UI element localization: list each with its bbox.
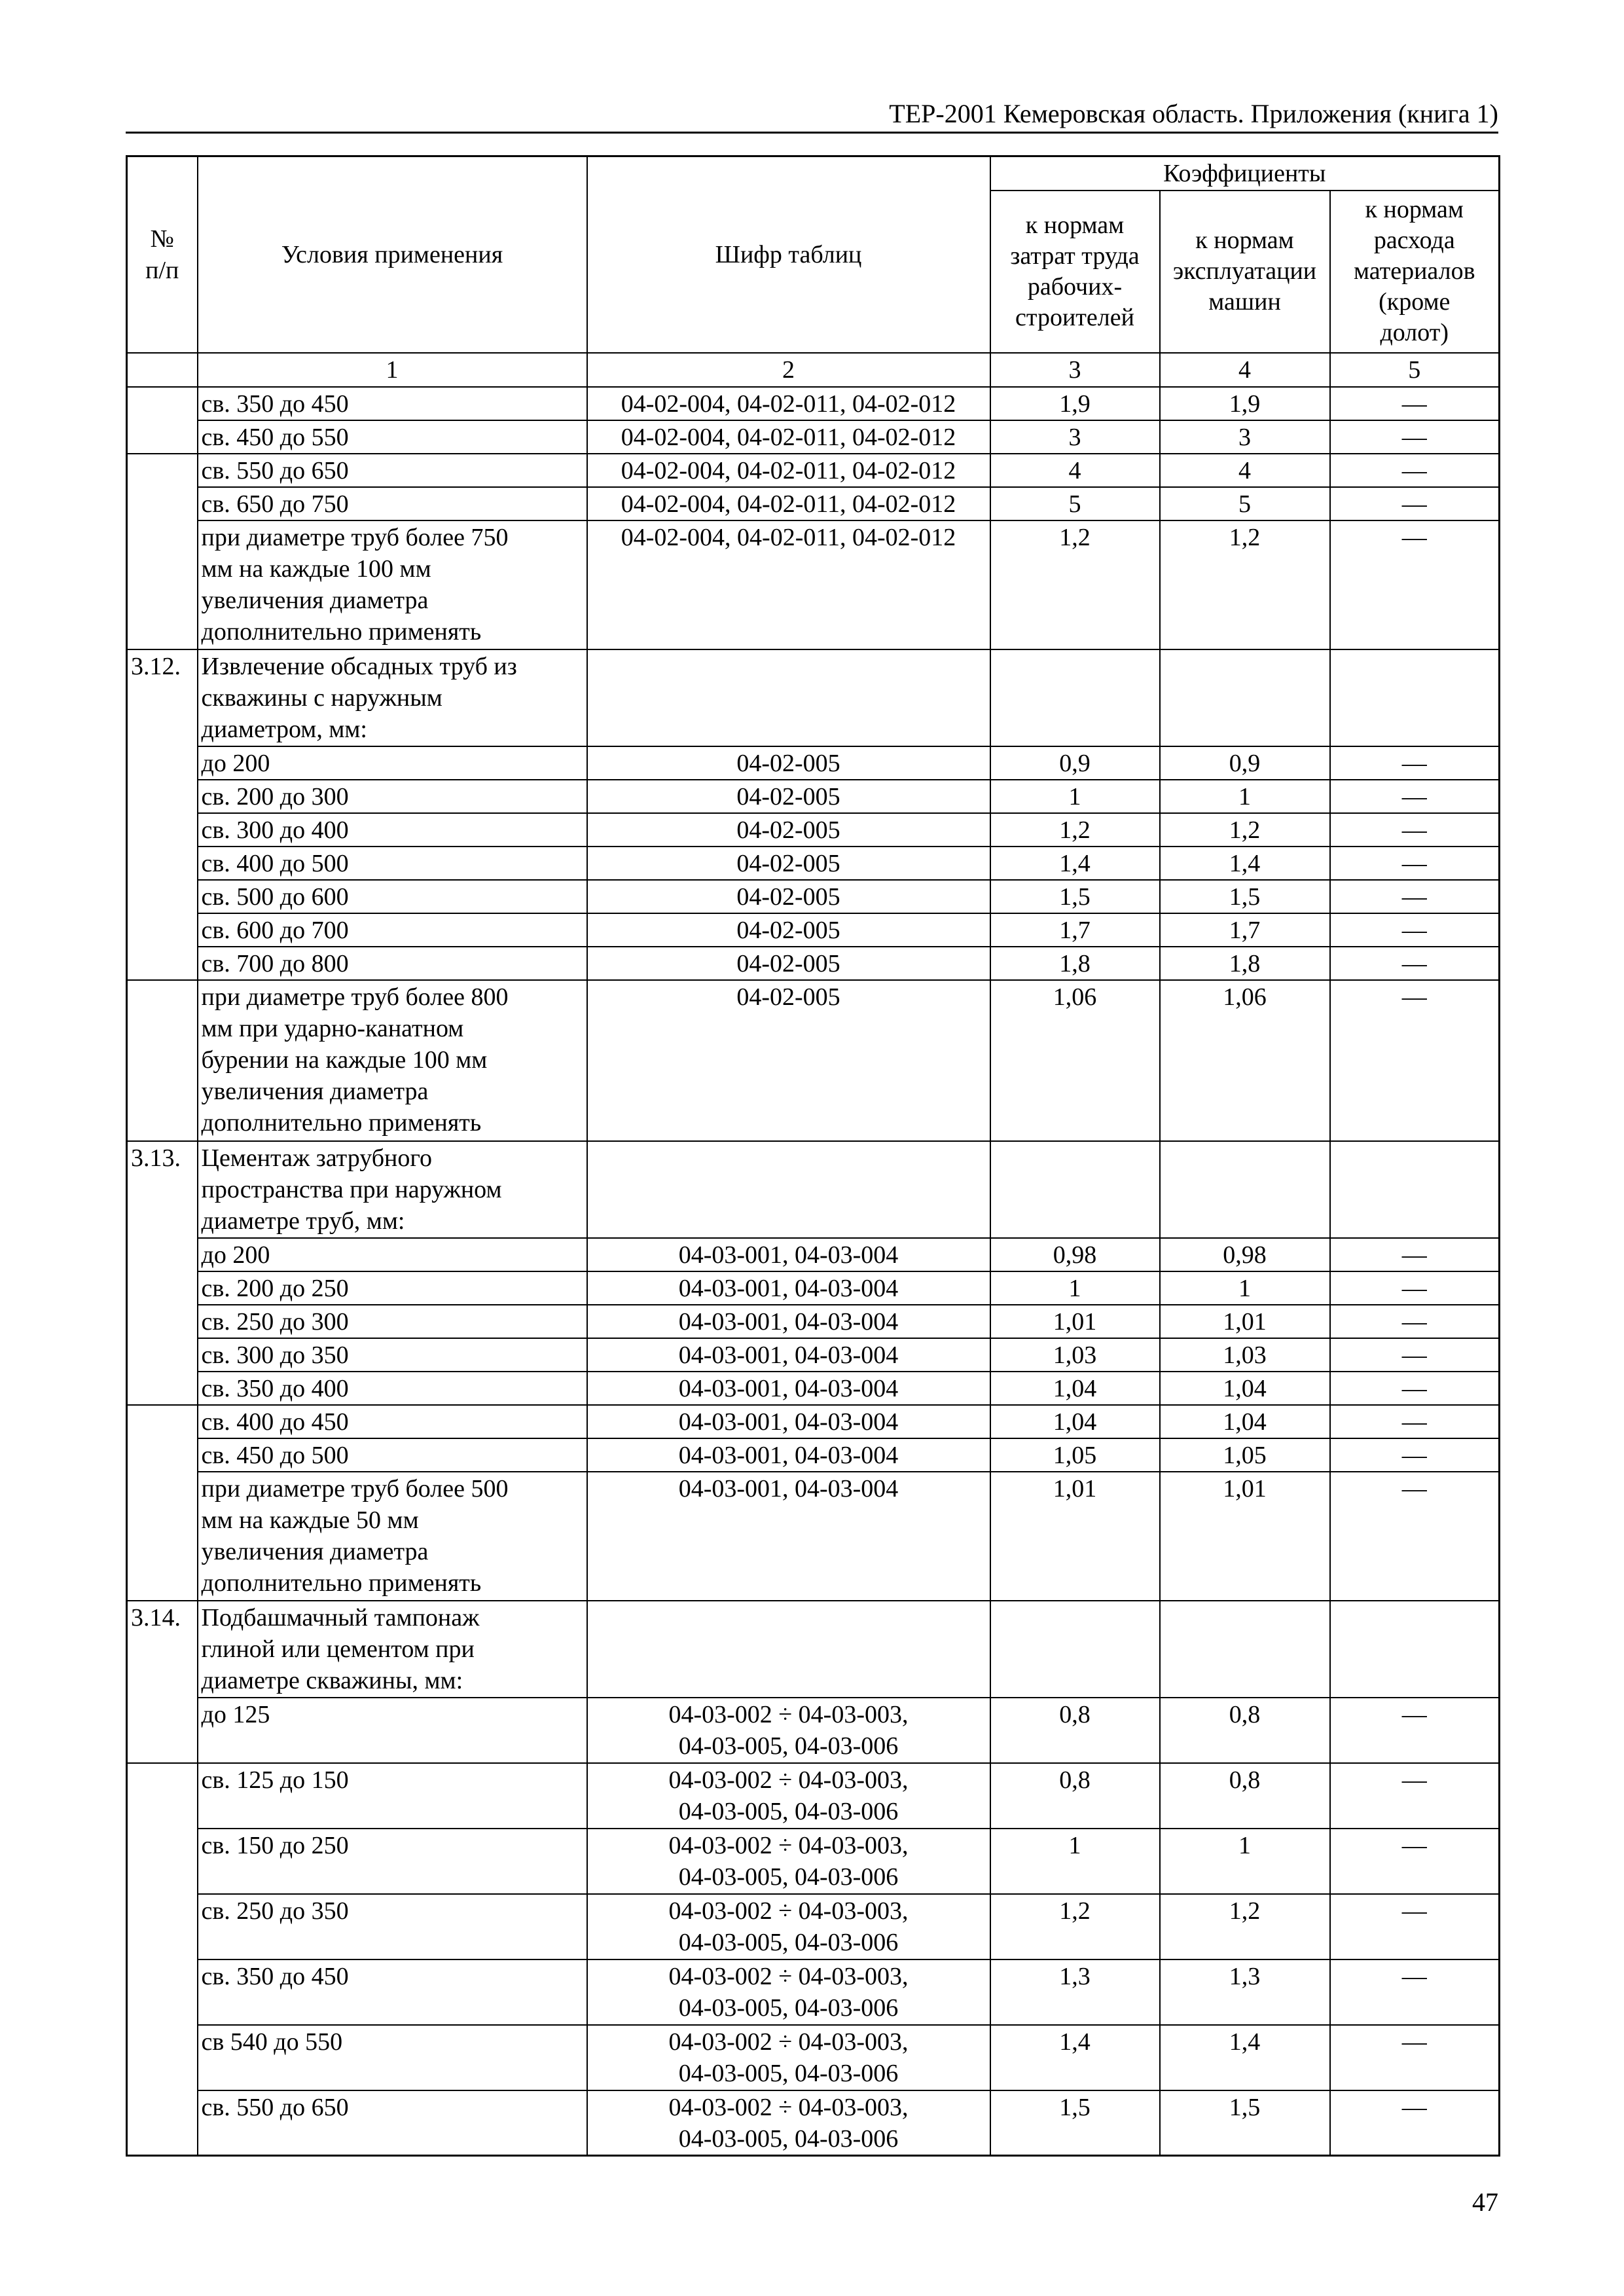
machine-coefficient-cell: 1,5 bbox=[1160, 2090, 1330, 2156]
table-code-cell bbox=[587, 1141, 990, 1238]
condition-cell: св. 350 до 400 bbox=[198, 1372, 587, 1405]
machine-coefficient-cell: 1,2 bbox=[1160, 1894, 1330, 1959]
labor-coefficient-cell bbox=[990, 1141, 1160, 1238]
labor-coefficient-cell: 1,3 bbox=[990, 1959, 1160, 2025]
table-row bbox=[127, 1338, 1500, 1372]
table-code-cell: 04-03-002 ÷ 04-03-003, 04-03-005, 04-03-006 bbox=[587, 2090, 990, 2156]
head-coefficients: Коэффициенты bbox=[990, 156, 1500, 191]
condition-cell: св. 600 до 700 bbox=[198, 913, 587, 947]
table-code-cell: 04-03-001, 04-03-004 bbox=[587, 1338, 990, 1372]
condition-cell: св. 300 до 350 bbox=[198, 1338, 587, 1372]
machine-coefficient-cell bbox=[1160, 1601, 1330, 1698]
material-coefficient-cell: — bbox=[1330, 1829, 1500, 1894]
row-number-cell bbox=[127, 387, 198, 454]
labor-coefficient-cell: 1,2 bbox=[990, 520, 1160, 649]
material-coefficient-cell bbox=[1330, 649, 1500, 746]
labor-coefficient-cell: 1,4 bbox=[990, 847, 1160, 880]
table-head-row bbox=[127, 156, 1500, 191]
table-code-cell: 04-02-004, 04-02-011, 04-02-012 bbox=[587, 454, 990, 487]
table-code-cell: 04-02-005 bbox=[587, 813, 990, 847]
labor-coefficient-cell: 1,03 bbox=[990, 1338, 1160, 1372]
labor-coefficient-cell: 1 bbox=[990, 1829, 1160, 1894]
labor-coefficient-cell: 1,01 bbox=[990, 1472, 1160, 1601]
condition-cell: св. 550 до 650 bbox=[198, 2090, 587, 2156]
material-coefficient-cell: — bbox=[1330, 746, 1500, 780]
material-coefficient-cell: — bbox=[1330, 1338, 1500, 1372]
table-row bbox=[127, 813, 1500, 847]
condition-cell: св. 200 до 300 bbox=[198, 780, 587, 813]
table-code-cell: 04-03-001, 04-03-004 bbox=[587, 1305, 990, 1338]
material-coefficient-cell: — bbox=[1330, 1271, 1500, 1305]
table-row bbox=[127, 1472, 1500, 1601]
labor-coefficient-cell: 1,8 bbox=[990, 947, 1160, 980]
column-number: 4 bbox=[1160, 353, 1330, 387]
table-code-cell: 04-03-002 ÷ 04-03-003, 04-03-005, 04-03-006 bbox=[587, 1829, 990, 1894]
material-coefficient-cell: — bbox=[1330, 1305, 1500, 1338]
head-labor: к нормам затрат труда рабочих- строителей bbox=[990, 191, 1160, 353]
row-number-cell: 3.12. bbox=[127, 649, 198, 980]
machine-coefficient-cell: 1,5 bbox=[1160, 880, 1330, 913]
head-materials: к нормам расхода материалов (кроме долот) bbox=[1330, 191, 1500, 353]
material-coefficient-cell: — bbox=[1330, 813, 1500, 847]
labor-coefficient-cell: 1 bbox=[990, 780, 1160, 813]
table-code-cell: 04-02-005 bbox=[587, 947, 990, 980]
table-code-cell: 04-03-002 ÷ 04-03-003, 04-03-005, 04-03-006 bbox=[587, 1698, 990, 1763]
material-coefficient-cell bbox=[1330, 1601, 1500, 1698]
machine-coefficient-cell bbox=[1160, 649, 1330, 746]
condition-cell: св. 250 до 350 bbox=[198, 1894, 587, 1959]
condition-cell: св. 125 до 150 bbox=[198, 1763, 587, 1829]
material-coefficient-cell: — bbox=[1330, 520, 1500, 649]
machine-coefficient-cell: 1,03 bbox=[1160, 1338, 1330, 1372]
table-code-cell: 04-03-001, 04-03-004 bbox=[587, 1405, 990, 1438]
machine-coefficient-cell: 1,04 bbox=[1160, 1372, 1330, 1405]
table-row bbox=[127, 2025, 1500, 2090]
machine-coefficient-cell: 1,05 bbox=[1160, 1438, 1330, 1472]
machine-coefficient-cell: 1,2 bbox=[1160, 813, 1330, 847]
machine-coefficient-cell: 5 bbox=[1160, 487, 1330, 520]
labor-coefficient-cell: 0,8 bbox=[990, 1763, 1160, 1829]
table-code-cell: 04-03-001, 04-03-004 bbox=[587, 1372, 990, 1405]
material-coefficient-cell: — bbox=[1330, 1472, 1500, 1601]
table-row bbox=[127, 420, 1500, 454]
table-code-cell bbox=[587, 1601, 990, 1698]
table-code-cell: 04-02-005 bbox=[587, 880, 990, 913]
table-code-cell: 04-02-004, 04-02-011, 04-02-012 bbox=[587, 520, 990, 649]
table-code-cell: 04-02-004, 04-02-011, 04-02-012 bbox=[587, 420, 990, 454]
condition-cell: св. 400 до 500 bbox=[198, 847, 587, 880]
condition-cell: св. 500 до 600 bbox=[198, 880, 587, 913]
machine-coefficient-cell: 1,3 bbox=[1160, 1959, 1330, 2025]
material-coefficient-cell: — bbox=[1330, 2090, 1500, 2156]
condition-cell: при диаметре труб более 500 мм на каждые 50 мм увеличения диаметра дополнительно применять bbox=[198, 1472, 587, 1601]
material-coefficient-cell: — bbox=[1330, 454, 1500, 487]
labor-coefficient-cell: 1,7 bbox=[990, 913, 1160, 947]
table-row bbox=[127, 1238, 1500, 1271]
labor-coefficient-cell: 1,5 bbox=[990, 880, 1160, 913]
condition-cell: св. 400 до 450 bbox=[198, 1405, 587, 1438]
machine-coefficient-cell: 1,2 bbox=[1160, 520, 1330, 649]
table-row bbox=[127, 1829, 1500, 1894]
machine-coefficient-cell: 1,4 bbox=[1160, 847, 1330, 880]
table-row bbox=[127, 746, 1500, 780]
table-row bbox=[127, 780, 1500, 813]
condition-cell: Подбашмачный тампонаж глиной или цементом при диаметре скважины, мм: bbox=[198, 1601, 587, 1698]
condition-cell: св. 300 до 400 bbox=[198, 813, 587, 847]
head-machines: к нормам эксплуатации машин bbox=[1160, 191, 1330, 353]
table-row bbox=[127, 880, 1500, 913]
condition-cell: св. 200 до 250 bbox=[198, 1271, 587, 1305]
material-coefficient-cell: — bbox=[1330, 387, 1500, 420]
labor-coefficient-cell: 1,01 bbox=[990, 1305, 1160, 1338]
material-coefficient-cell: — bbox=[1330, 487, 1500, 520]
material-coefficient-cell: — bbox=[1330, 780, 1500, 813]
table-code-cell: 04-03-002 ÷ 04-03-003, 04-03-005, 04-03-006 bbox=[587, 1894, 990, 1959]
table-code-cell: 04-02-005 bbox=[587, 746, 990, 780]
condition-cell: св. 700 до 800 bbox=[198, 947, 587, 980]
material-coefficient-cell: — bbox=[1330, 1372, 1500, 1405]
condition-cell: св. 350 до 450 bbox=[198, 387, 587, 420]
column-number-row bbox=[127, 353, 1500, 387]
labor-coefficient-cell: 0,98 bbox=[990, 1238, 1160, 1271]
machine-coefficient-cell: 1 bbox=[1160, 1271, 1330, 1305]
head-conditions: Условия применения bbox=[198, 156, 587, 353]
labor-coefficient-cell: 0,8 bbox=[990, 1698, 1160, 1763]
table-code-cell: 04-02-005 bbox=[587, 980, 990, 1141]
table-row bbox=[127, 387, 1500, 420]
row-number-cell bbox=[127, 980, 198, 1141]
material-coefficient-cell: — bbox=[1330, 947, 1500, 980]
machine-coefficient-cell: 4 bbox=[1160, 454, 1330, 487]
column-number-empty bbox=[127, 353, 198, 387]
machine-coefficient-cell: 1,4 bbox=[1160, 2025, 1330, 2090]
material-coefficient-cell: — bbox=[1330, 1438, 1500, 1472]
table-row bbox=[127, 1372, 1500, 1405]
table-row bbox=[127, 980, 1500, 1141]
condition-cell: до 200 bbox=[198, 746, 587, 780]
condition-cell: Извлечение обсадных труб из скважины с наружным диаметром, мм: bbox=[198, 649, 587, 746]
labor-coefficient-cell: 1,9 bbox=[990, 387, 1160, 420]
labor-coefficient-cell: 1,05 bbox=[990, 1438, 1160, 1472]
condition-cell: св. 250 до 300 bbox=[198, 1305, 587, 1338]
labor-coefficient-cell: 5 bbox=[990, 487, 1160, 520]
column-number: 3 bbox=[990, 353, 1160, 387]
machine-coefficient-cell: 1,8 bbox=[1160, 947, 1330, 980]
labor-coefficient-cell: 1,5 bbox=[990, 2090, 1160, 2156]
table-row bbox=[127, 454, 1500, 487]
condition-cell: св. 450 до 550 bbox=[198, 420, 587, 454]
column-number: 5 bbox=[1330, 353, 1500, 387]
table-code-cell: 04-03-001, 04-03-004 bbox=[587, 1472, 990, 1601]
machine-coefficient-cell: 1,06 bbox=[1160, 980, 1330, 1141]
machine-coefficient-cell: 0,8 bbox=[1160, 1698, 1330, 1763]
material-coefficient-cell: — bbox=[1330, 913, 1500, 947]
labor-coefficient-cell bbox=[990, 1601, 1160, 1698]
table-code-cell: 04-02-004, 04-02-011, 04-02-012 bbox=[587, 387, 990, 420]
head-number: № п/п bbox=[127, 156, 198, 353]
labor-coefficient-cell bbox=[990, 649, 1160, 746]
material-coefficient-cell bbox=[1330, 1141, 1500, 1238]
column-number: 2 bbox=[587, 353, 990, 387]
table-code-cell: 04-03-002 ÷ 04-03-003, 04-03-005, 04-03-006 bbox=[587, 1763, 990, 1829]
labor-coefficient-cell: 0,9 bbox=[990, 746, 1160, 780]
machine-coefficient-cell: 1 bbox=[1160, 780, 1330, 813]
table-row bbox=[127, 847, 1500, 880]
machine-coefficient-cell: 0,98 bbox=[1160, 1238, 1330, 1271]
table-code-cell: 04-02-005 bbox=[587, 913, 990, 947]
labor-coefficient-cell: 1,04 bbox=[990, 1405, 1160, 1438]
table-row bbox=[127, 1894, 1500, 1959]
machine-coefficient-cell bbox=[1160, 1141, 1330, 1238]
table-row bbox=[127, 520, 1500, 649]
machine-coefficient-cell: 1,04 bbox=[1160, 1405, 1330, 1438]
table-code-cell: 04-03-001, 04-03-004 bbox=[587, 1438, 990, 1472]
material-coefficient-cell: — bbox=[1330, 1894, 1500, 1959]
table-code-cell: 04-02-004, 04-02-011, 04-02-012 bbox=[587, 487, 990, 520]
condition-cell: до 200 bbox=[198, 1238, 587, 1271]
table-row bbox=[127, 1405, 1500, 1438]
labor-coefficient-cell: 1,06 bbox=[990, 980, 1160, 1141]
table-row bbox=[127, 1763, 1500, 1829]
table-row bbox=[127, 1601, 1500, 1698]
table-code-cell: 04-02-005 bbox=[587, 780, 990, 813]
machine-coefficient-cell: 1,01 bbox=[1160, 1305, 1330, 1338]
condition-cell: св 540 до 550 bbox=[198, 2025, 587, 2090]
row-number-cell: 3.14. bbox=[127, 1601, 198, 1763]
condition-cell: св. 450 до 500 bbox=[198, 1438, 587, 1472]
table-row bbox=[127, 487, 1500, 520]
material-coefficient-cell: — bbox=[1330, 2025, 1500, 2090]
table-body bbox=[127, 387, 1500, 2156]
row-number-cell bbox=[127, 1405, 198, 1601]
table-row bbox=[127, 1438, 1500, 1472]
table-row bbox=[127, 913, 1500, 947]
table-code-cell: 04-03-001, 04-03-004 bbox=[587, 1271, 990, 1305]
labor-coefficient-cell: 1,04 bbox=[990, 1372, 1160, 1405]
row-number-cell: 3.13. bbox=[127, 1141, 198, 1405]
condition-cell: при диаметре труб более 800 мм при ударно-канатном бурении на каждые 100 мм увеличения диаметра дополнительно применять bbox=[198, 980, 587, 1141]
table-head bbox=[127, 156, 1500, 387]
machine-coefficient-cell: 1,01 bbox=[1160, 1472, 1330, 1601]
page-number: 47 bbox=[1472, 2187, 1498, 2217]
labor-coefficient-cell: 3 bbox=[990, 420, 1160, 454]
table-code-cell: 04-03-001, 04-03-004 bbox=[587, 1238, 990, 1271]
machine-coefficient-cell: 1 bbox=[1160, 1829, 1330, 1894]
table-row bbox=[127, 1141, 1500, 1238]
condition-cell: св. 650 до 750 bbox=[198, 487, 587, 520]
labor-coefficient-cell: 1,4 bbox=[990, 2025, 1160, 2090]
machine-coefficient-cell: 1,7 bbox=[1160, 913, 1330, 947]
table-code-cell: 04-03-002 ÷ 04-03-003, 04-03-005, 04-03-006 bbox=[587, 1959, 990, 2025]
labor-coefficient-cell: 1,2 bbox=[990, 1894, 1160, 1959]
table-code-cell: 04-02-005 bbox=[587, 847, 990, 880]
condition-cell: при диаметре труб более 750 мм на каждые 100 мм увеличения диаметра дополнительно применять bbox=[198, 520, 587, 649]
row-number-cell bbox=[127, 454, 198, 649]
material-coefficient-cell: — bbox=[1330, 1698, 1500, 1763]
table-row bbox=[127, 1698, 1500, 1763]
material-coefficient-cell: — bbox=[1330, 847, 1500, 880]
row-number-cell bbox=[127, 1763, 198, 2156]
material-coefficient-cell: — bbox=[1330, 1405, 1500, 1438]
machine-coefficient-cell: 3 bbox=[1160, 420, 1330, 454]
table-code-cell: 04-03-002 ÷ 04-03-003, 04-03-005, 04-03-006 bbox=[587, 2025, 990, 2090]
labor-coefficient-cell: 1 bbox=[990, 1271, 1160, 1305]
material-coefficient-cell: — bbox=[1330, 420, 1500, 454]
material-coefficient-cell: — bbox=[1330, 880, 1500, 913]
column-number: 1 bbox=[198, 353, 587, 387]
running-header: ТЕР-2001 Кемеровская область. Приложения (книга 1) bbox=[889, 99, 1498, 128]
condition-cell: Цементаж затрубного пространства при наружном диаметре труб, мм: bbox=[198, 1141, 587, 1238]
table-code-cell bbox=[587, 649, 990, 746]
table-row bbox=[127, 947, 1500, 980]
material-coefficient-cell: — bbox=[1330, 1763, 1500, 1829]
header-rule bbox=[126, 132, 1498, 134]
machine-coefficient-cell: 0,8 bbox=[1160, 1763, 1330, 1829]
machine-coefficient-cell: 0,9 bbox=[1160, 746, 1330, 780]
table-row bbox=[127, 1959, 1500, 2025]
material-coefficient-cell: — bbox=[1330, 1959, 1500, 2025]
table-row bbox=[127, 2090, 1500, 2156]
table-row bbox=[127, 649, 1500, 746]
table-row bbox=[127, 1305, 1500, 1338]
table-row bbox=[127, 1271, 1500, 1305]
coefficients-table bbox=[126, 155, 1500, 2157]
condition-cell: до 125 bbox=[198, 1698, 587, 1763]
labor-coefficient-cell: 1,2 bbox=[990, 813, 1160, 847]
machine-coefficient-cell: 1,9 bbox=[1160, 387, 1330, 420]
material-coefficient-cell: — bbox=[1330, 980, 1500, 1141]
condition-cell: св. 350 до 450 bbox=[198, 1959, 587, 2025]
labor-coefficient-cell: 4 bbox=[990, 454, 1160, 487]
condition-cell: св. 150 до 250 bbox=[198, 1829, 587, 1894]
material-coefficient-cell: — bbox=[1330, 1238, 1500, 1271]
condition-cell: св. 550 до 650 bbox=[198, 454, 587, 487]
head-table-codes: Шифр таблиц bbox=[587, 156, 990, 353]
